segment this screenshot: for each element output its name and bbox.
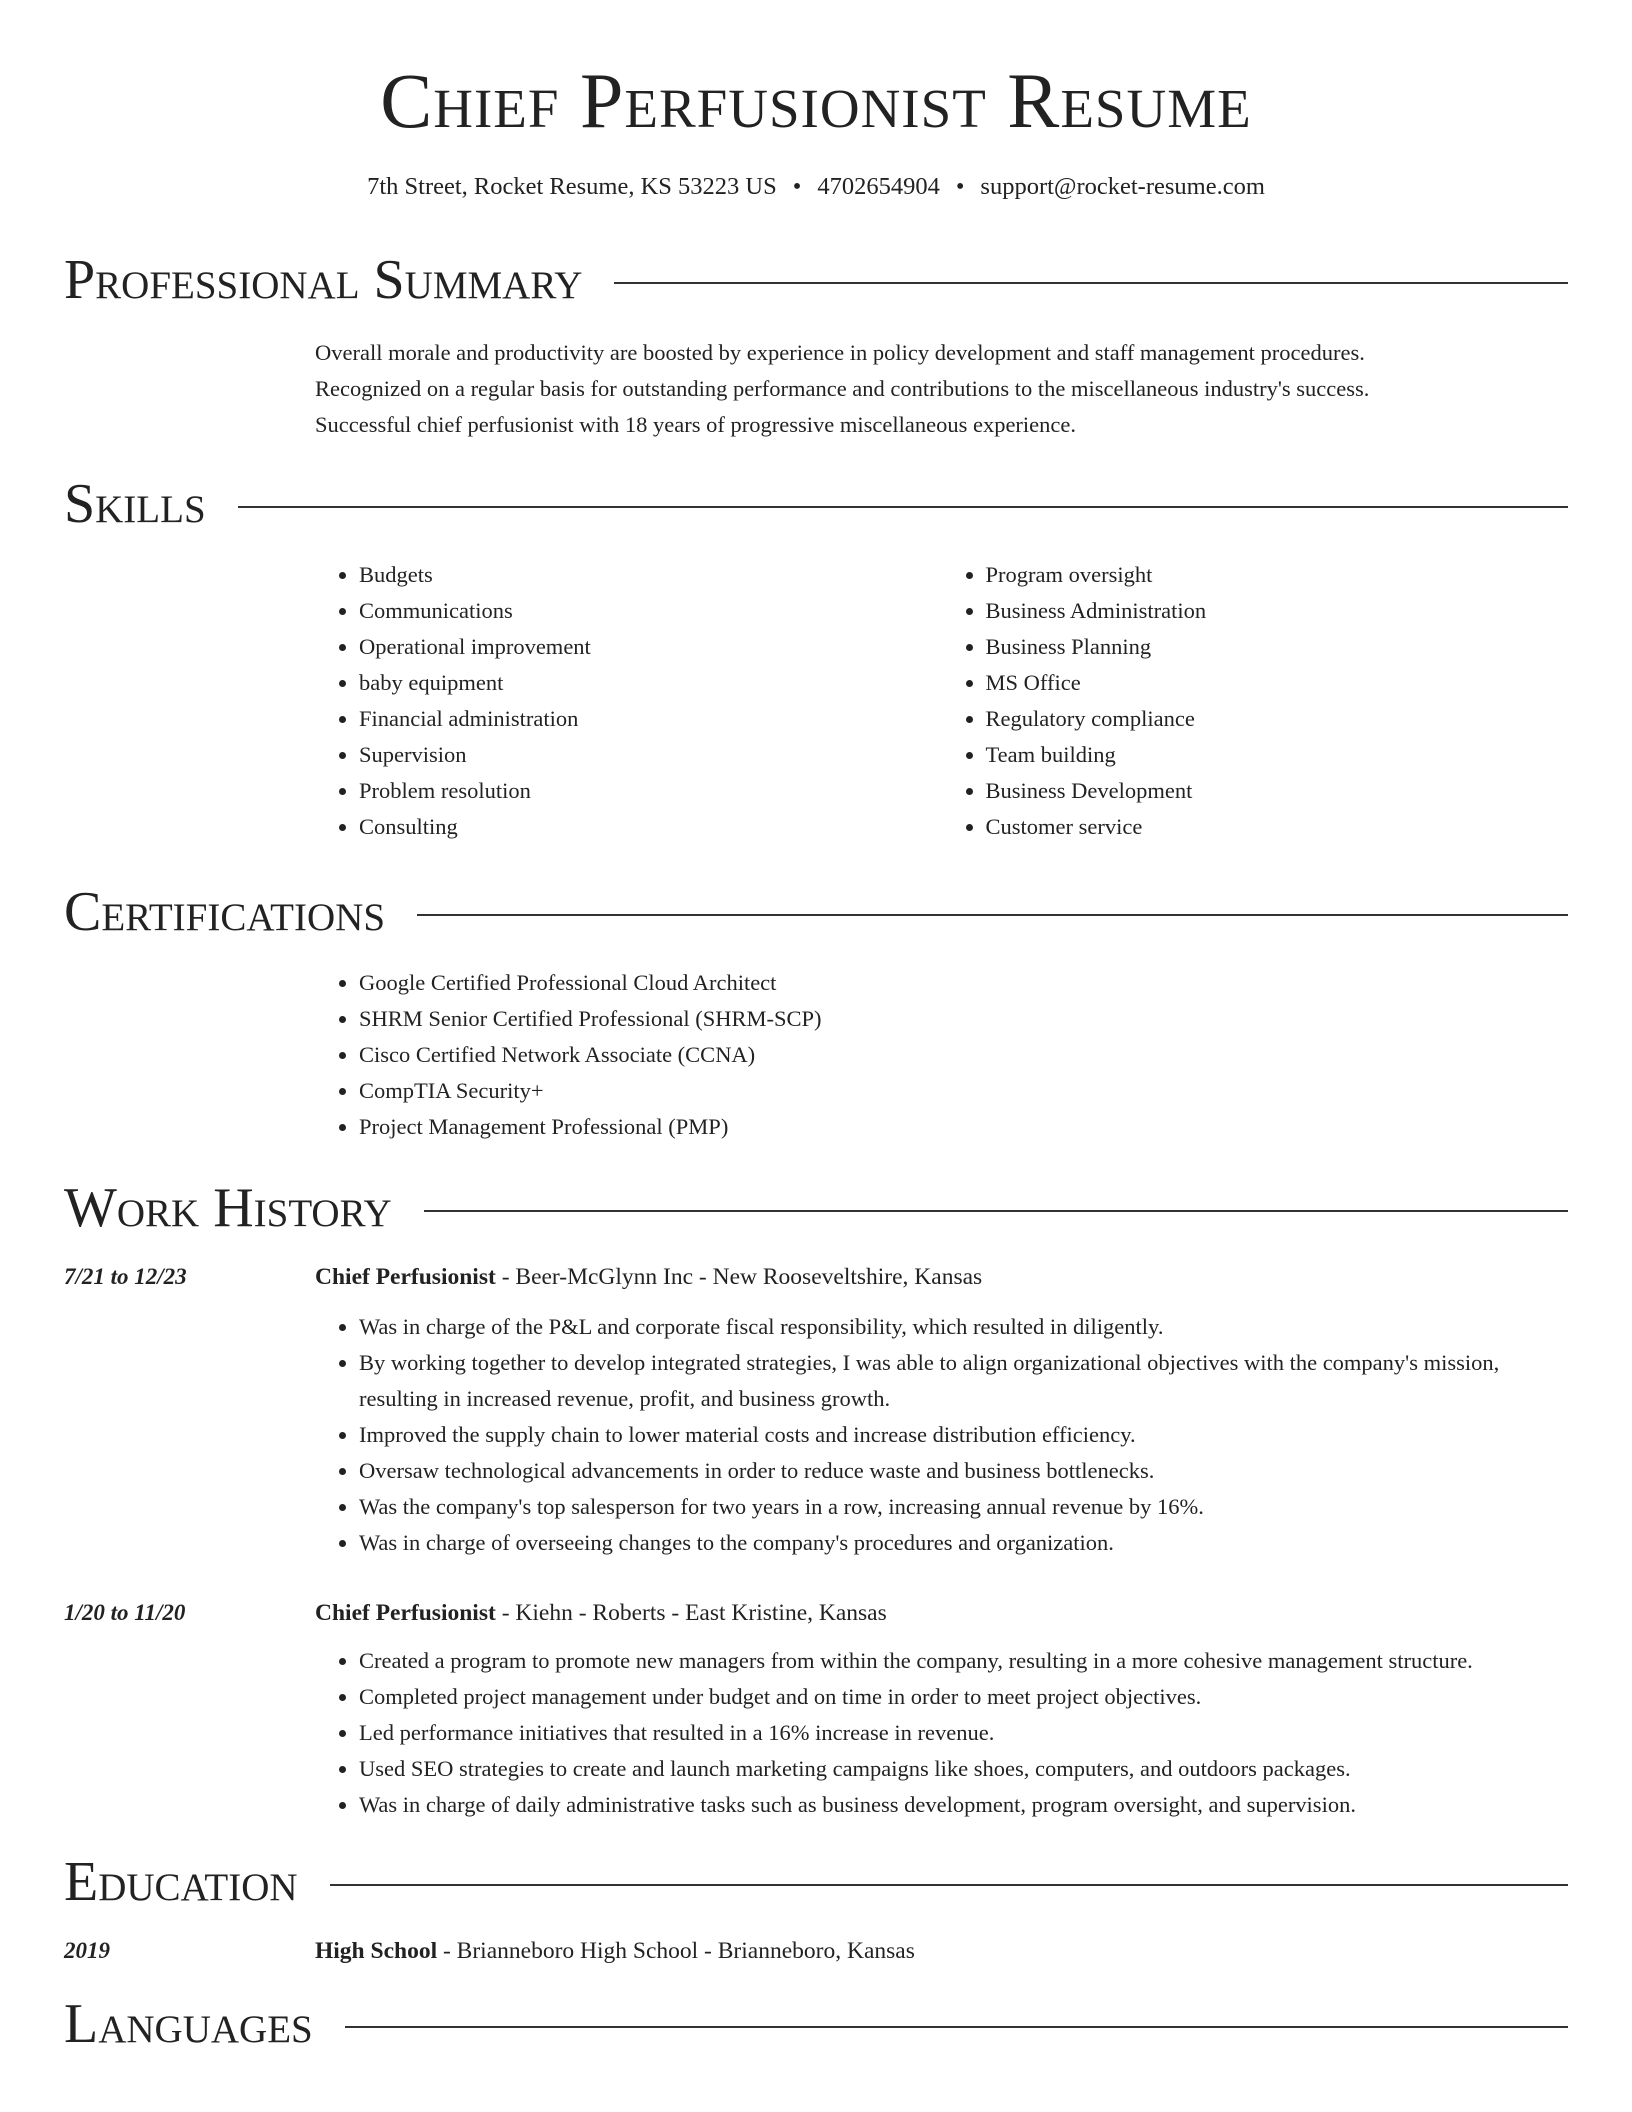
- contact-line: [64, 172, 1568, 201]
- skills-column-left: [315, 557, 942, 845]
- resume-title: Chief Perfusionist Resume: [380, 57, 1252, 144]
- skill-item: • Consulting: [359, 809, 942, 845]
- section-header-summary: [64, 247, 1568, 313]
- contact-email[interactable]: support@rocket-resume.com: [980, 172, 1265, 200]
- skill-item: • Business Administration: [986, 593, 1569, 629]
- skill-item: • Problem resolution: [359, 773, 942, 809]
- job-bullet: • Oversaw technological advancements in order to reduce waste and business bottlenecks.: [359, 1453, 1568, 1489]
- job-bullets: [315, 1309, 1568, 1561]
- section-divider: [417, 914, 1568, 916]
- skill-item: • Program oversight: [986, 557, 1569, 593]
- certification-item: • CompTIA Security+: [359, 1073, 1568, 1109]
- education-year: 2019: [64, 1938, 110, 1964]
- skill-item: • baby equipment: [359, 665, 942, 701]
- job-role: Chief Perfusionist: [315, 1264, 496, 1291]
- contact-separator: •: [955, 172, 965, 200]
- job-details: [315, 1259, 1568, 1561]
- skill-item: • Regulatory compliance: [986, 701, 1569, 737]
- section-title-certifications: Certifications: [64, 881, 386, 944]
- skill-item: • Budgets: [359, 557, 942, 593]
- job-bullet: • Was in charge of daily administrative tasks such as business development, program oversight, and supervision.: [359, 1787, 1568, 1823]
- job-details: [315, 1595, 1568, 1823]
- education-degree: High School: [315, 1938, 438, 1965]
- education-school: - Brianneboro High School - Brianneboro, Kansas: [437, 1938, 915, 1965]
- section-divider: [424, 1210, 1568, 1212]
- skill-item: • Business Development: [986, 773, 1569, 809]
- section-header-languages: [64, 1991, 1568, 2057]
- section-header-certifications: [64, 879, 1568, 945]
- certification-item: • Google Certified Professional Cloud Architect: [359, 965, 1568, 1001]
- summary-line: Overall morale and productivity are boosted by experience in policy development and staff management procedures.: [315, 340, 1365, 366]
- summary-line: Recognized on a regular basis for outstanding performance and contributions to the miscellaneous industry's success.: [315, 376, 1370, 402]
- job-role: Chief Perfusionist: [315, 1600, 496, 1627]
- section-divider: [345, 2026, 1568, 2028]
- skill-item: • Customer service: [986, 809, 1569, 845]
- section-title-education: Education: [64, 1851, 298, 1914]
- skill-item: • Financial administration: [359, 701, 942, 737]
- job-bullet: • Created a program to promote new managers from within the company, resulting in a more cohesive management structure.: [359, 1643, 1568, 1679]
- job-employer: - Beer-McGlynn Inc - New Rooseveltshire, Kansas: [495, 1264, 983, 1291]
- education-heading: [315, 1933, 1568, 1969]
- skill-item: • MS Office: [986, 665, 1569, 701]
- section-title-summary: Professional Summary: [64, 249, 583, 312]
- job-dates: 1/20 to 11/20: [64, 1600, 186, 1626]
- job-bullet: • Completed project management under budget and on time in order to meet project objectives.: [359, 1679, 1568, 1715]
- section-divider: [614, 282, 1568, 284]
- job-heading: [315, 1595, 1568, 1631]
- certification-item: • SHRM Senior Certified Professional (SHRM-SCP): [359, 1001, 1568, 1037]
- section-title-skills: Skills: [64, 473, 206, 536]
- section-divider: [238, 506, 1568, 508]
- section-header-skills: [64, 471, 1568, 537]
- job-bullet: • Was the company's top salesperson for two years in a row, increasing annual revenue by 16%.: [359, 1489, 1568, 1525]
- job-bullet: • Improved the supply chain to lower material costs and increase distribution efficiency.: [359, 1417, 1568, 1453]
- job-bullet: • By working together to develop integrated strategies, I was able to align organizational objectives with the company's mission, resulting in increased revenue, profit, and business growth.: [359, 1345, 1568, 1417]
- skill-item: • Team building: [986, 737, 1569, 773]
- summary-text: [315, 335, 1568, 443]
- skills-list: [315, 557, 1568, 845]
- certifications-items: [315, 965, 1568, 1145]
- section-title-work-history: Work History: [64, 1177, 392, 1240]
- section-divider: [330, 1884, 1568, 1886]
- section-title-languages: Languages: [64, 1993, 313, 2056]
- contact-separator: •: [792, 172, 802, 200]
- skill-item: • Operational improvement: [359, 629, 942, 665]
- resume-page: [64, 0, 1568, 2057]
- skill-item: • Business Planning: [986, 629, 1569, 665]
- job-heading: [315, 1259, 1568, 1295]
- summary-line: Successful chief perfusionist with 18 years of progressive miscellaneous experience.: [315, 412, 1077, 438]
- education-entry: [64, 1933, 1568, 1969]
- job-employer: - Kiehn - Roberts - East Kristine, Kansas: [495, 1600, 887, 1627]
- certifications-list: [315, 965, 1568, 1145]
- skill-item: • Supervision: [359, 737, 942, 773]
- contact-phone: 4702654904: [817, 172, 940, 200]
- job-bullet: • Used SEO strategies to create and launch marketing campaigns like shoes, computers, and outdoors packages.: [359, 1751, 1568, 1787]
- certification-item: • Cisco Certified Network Associate (CCNA): [359, 1037, 1568, 1073]
- job-bullet: • Was in charge of overseeing changes to the company's procedures and organization.: [359, 1525, 1568, 1561]
- job-bullet: • Led performance initiatives that resulted in a 16% increase in revenue.: [359, 1715, 1568, 1751]
- contact-address: 7th Street, Rocket Resume, KS 53223 US: [367, 172, 777, 200]
- skill-item: • Communications: [359, 593, 942, 629]
- section-header-education: [64, 1849, 1568, 1915]
- certification-item: • Project Management Professional (PMP): [359, 1109, 1568, 1145]
- job-entry: [64, 1595, 1568, 1823]
- skills-column-right: [942, 557, 1569, 845]
- education-details: [315, 1933, 1568, 1969]
- job-entry: [64, 1259, 1568, 1561]
- job-bullets: [315, 1643, 1568, 1823]
- section-header-work-history: [64, 1175, 1568, 1241]
- job-dates: 7/21 to 12/23: [64, 1264, 187, 1290]
- job-bullet: • Was in charge of the P&L and corporate fiscal responsibility, which resulted in diligently.: [359, 1309, 1568, 1345]
